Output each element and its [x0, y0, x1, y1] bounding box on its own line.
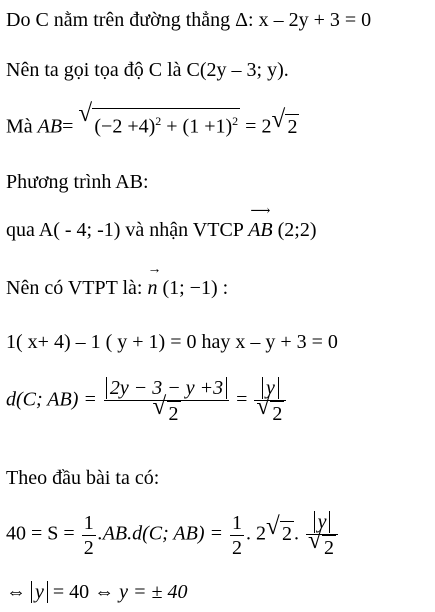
denominator: 2 [324, 537, 335, 559]
text: .AB.d(C; AB) = [97, 522, 224, 545]
line-distance [6, 376, 288, 426]
radicand-part: + (1 +1) [161, 115, 233, 138]
radical-sign: √ [152, 393, 167, 420]
text: (1; −1) : [162, 277, 229, 299]
denominator: 2 [272, 403, 283, 425]
arrow-icon: → [147, 262, 162, 277]
text: 40 = S = [6, 522, 75, 545]
text: Nên có VTPT là: [6, 277, 143, 299]
arrow-icon: ⟶ [250, 204, 271, 219]
distance-lhs: d(C; AB) = [6, 388, 97, 411]
line-given: Theo đầu bài ta có: [6, 467, 160, 489]
vector-ab [248, 204, 273, 242]
line-direction-vector [6, 204, 317, 242]
text: = [236, 388, 248, 411]
line-equation-title: Phương trình AB: [6, 171, 149, 193]
radicand-part: (−2 +4) [94, 115, 156, 138]
denominator: 2 [168, 403, 179, 425]
line-result [6, 580, 188, 604]
sqrt-two [266, 512, 294, 546]
line-normal-vector [6, 262, 229, 300]
vector-label: AB [248, 219, 273, 241]
text: = [62, 115, 74, 138]
line-coordinate-c: Nên ta gọi tọa độ C là C(2y – 3; y). [6, 59, 289, 81]
vector-n [147, 262, 162, 300]
numerator: 1 [83, 511, 94, 534]
vector-label: n [147, 277, 158, 299]
radical-sign: √ [266, 512, 280, 540]
radicand: 2 [287, 115, 298, 138]
radical-sign: √ [256, 393, 271, 420]
equivalent-icon: ⇔ [6, 581, 26, 603]
sqrt-expression [78, 100, 240, 139]
numerator: 1 [232, 511, 243, 534]
text: = 2 [245, 115, 272, 138]
abs-numerator: y [262, 377, 279, 399]
denominator: 2 [232, 536, 243, 559]
radicand: 2 [282, 522, 293, 545]
radical-sign: √ [271, 105, 286, 133]
fraction-half [230, 511, 244, 560]
final-answer: y = ± 40 [119, 581, 188, 603]
text: = 40 ⇔ [52, 581, 115, 603]
text: Mà [6, 115, 33, 138]
fraction-half [82, 511, 96, 560]
abs-numerator: y [314, 511, 331, 533]
radical-sign: √ [308, 527, 322, 554]
abs-y: y [31, 581, 48, 603]
line-length-ab [6, 100, 299, 139]
fraction-simplified [254, 376, 286, 426]
line-ab-equation: 1( x+ 4) – 1 ( y + 1) = 0 hay x – y + 3 = 0 [6, 331, 338, 353]
exponent: 2 [155, 114, 162, 128]
line-area [6, 510, 340, 560]
radical-sign: √ [78, 100, 93, 127]
line-condition-c: Do C nằm trên đường thẳng Δ: x – 2y + 3 = 0 [6, 9, 372, 31]
sqrt-result [271, 105, 299, 139]
denominator: 2 [83, 536, 94, 559]
fraction-distance [104, 376, 229, 426]
exponent: 2 [232, 114, 239, 128]
text: . [294, 522, 300, 545]
text: (2;2) [277, 219, 317, 241]
text: qua A( - 4; -1) và nhận VTCP [6, 219, 244, 241]
abs-numerator: 2y − 3 − y +3 [106, 377, 227, 399]
symbol-ab: AB [37, 115, 63, 138]
fraction-abs-y [306, 510, 338, 560]
text: . 2 [246, 522, 267, 545]
